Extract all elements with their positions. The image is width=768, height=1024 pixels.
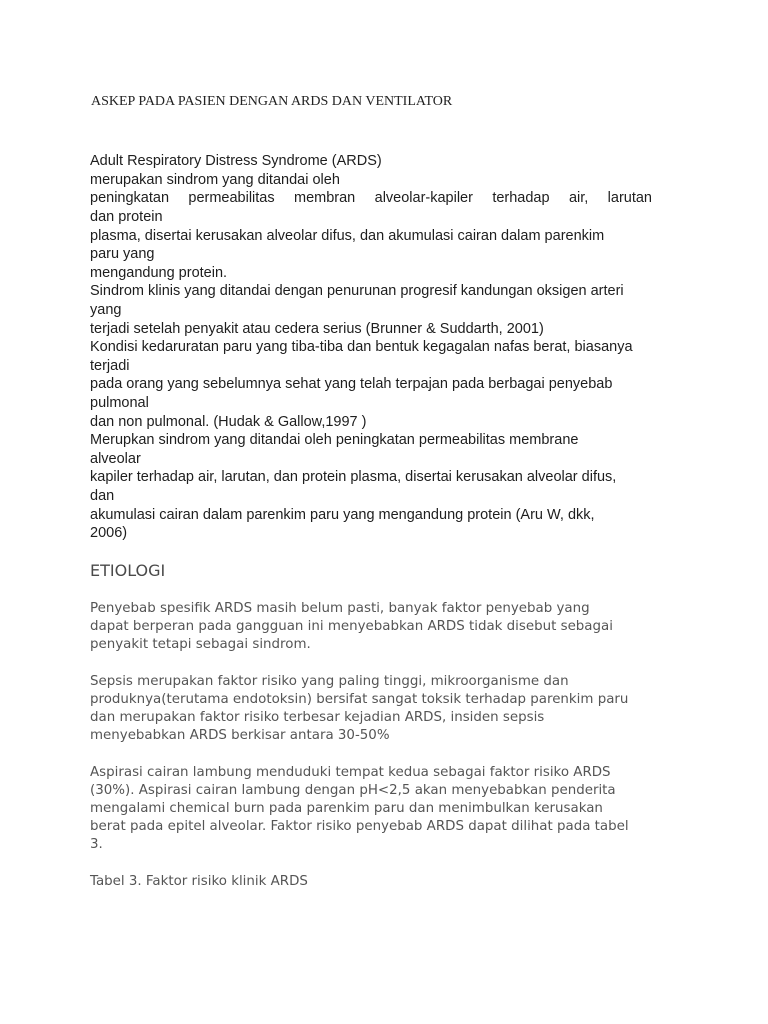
etiology-line: berat pada epitel alveolar. Faktor risiko penyebab ARDS dapat dilihat pada tabel — [90, 819, 629, 834]
body-line: alveolar — [90, 451, 141, 467]
etiology-line: Aspirasi cairan lambung menduduki tempat kedua sebagai faktor risiko ARDS — [90, 765, 611, 780]
body-line: 2006) — [90, 525, 128, 541]
body-line: paru yang — [90, 246, 155, 262]
etiology-line: dapat berperan pada gangguan ini menyebabkan ARDS tidak disebut sebagai — [90, 619, 613, 634]
body-line: yang — [90, 302, 122, 318]
body-line: mengandung protein. — [90, 265, 228, 281]
etiology-line: Sepsis merupakan faktor risiko yang paling tinggi, mikroorganisme dan — [90, 674, 569, 689]
body-line: Kondisi kedaruratan paru yang tiba-tiba dan bentuk kegagalan nafas berat, biasanya — [90, 339, 633, 355]
body-line: terjadi — [90, 358, 130, 374]
body-line: Sindrom klinis yang ditandai dengan penurunan progresif kandungan oksigen arteri — [90, 283, 624, 299]
etiology-line: penyakit tetapi sebagai sindrom. — [90, 637, 311, 652]
etiology-line: Penyebab spesifik ARDS masih belum pasti, banyak faktor penyebab yang — [90, 601, 590, 616]
etiology-line: mengalami chemical burn pada parenkim paru dan menimbulkan kerusakan — [90, 801, 603, 816]
body-line: dan — [90, 488, 115, 504]
body-line: merupakan sindrom yang ditandai oleh — [90, 172, 340, 188]
body-line: terjadi setelah penyakit atau cedera serius (Brunner & Suddarth, 2001) — [90, 321, 544, 337]
etiology-line: menyebabkan ARDS berkisar antara 30-50% — [90, 728, 390, 743]
body-line: akumulasi cairan dalam parenkim paru yang mengandung protein (Aru W, dkk, — [90, 507, 595, 523]
body-line: dan protein — [90, 209, 163, 225]
etiology-line: 3. — [90, 837, 103, 852]
document-title: ASKEP PADA PASIEN DENGAN ARDS DAN VENTILATOR — [91, 94, 453, 109]
body-line: peningkatan permeabilitas membran alveolar-kapiler terhadap air, larutan — [90, 190, 652, 206]
body-line: kapiler terhadap air, larutan, dan protein plasma, disertai kerusakan alveolar difus, — [90, 469, 617, 485]
table-caption: Tabel 3. Faktor risiko klinik ARDS — [90, 874, 308, 889]
etiology-line: produknya(terutama endotoksin) bersifat sangat toksik terhadap parenkim paru — [90, 692, 629, 707]
body-line: pulmonal — [90, 395, 149, 411]
body-line: plasma, disertai kerusakan alveolar difus, dan akumulasi cairan dalam parenkim — [90, 228, 605, 244]
etiology-line: dan merupakan faktor risiko terbesar kejadian ARDS, insiden sepsis — [90, 710, 545, 725]
body-line: Merupkan sindrom yang ditandai oleh peningkatan permeabilitas membrane — [90, 432, 579, 448]
body-line: pada orang yang sebelumnya sehat yang telah terpajan pada berbagai penyebab — [90, 376, 613, 392]
body-line: Adult Respiratory Distress Syndrome (ARDS) — [90, 153, 382, 169]
etiology-line: (30%). Aspirasi cairan lambung dengan pH<2,5 akan menyebabkan penderita — [90, 783, 616, 798]
body-line: dan non pulmonal. (Hudak & Gallow,1997 ) — [90, 414, 367, 430]
etiology-heading: ETIOLOGI — [90, 561, 166, 580]
